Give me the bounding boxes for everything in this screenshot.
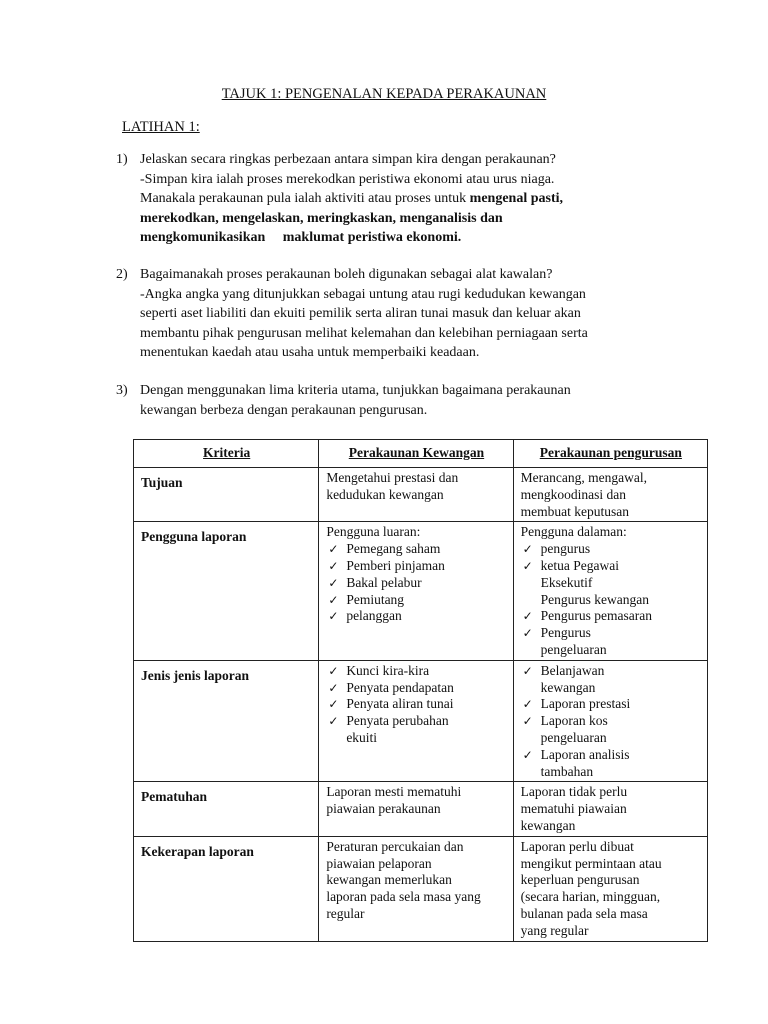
table-header-row	[134, 440, 708, 468]
cell-line: mematuhi piawaian	[520, 801, 627, 817]
cell-line: piawaian perakaunan	[326, 801, 441, 817]
cell-line: laporan pada sela masa yang	[326, 889, 481, 905]
list-item: ✓ Pemberi pinjaman	[328, 557, 445, 573]
list-item: ✓ Kunci kira-kira	[328, 662, 430, 678]
cell-line: mengikut permintaan atau	[520, 855, 662, 871]
checkmark-icon: ✓	[328, 592, 339, 607]
cell-line: kewangan	[520, 817, 576, 833]
cell-line: Pengguna dalaman:	[520, 524, 627, 540]
cell-line: Laporan perlu dibuat	[520, 838, 634, 854]
list-item: ✓ Laporan prestasi	[522, 696, 631, 712]
list-item: ✓ Penyata pendapatan	[328, 679, 454, 695]
question-text: kewangan berbeza dengan perakaunan pengurusan.	[140, 402, 428, 418]
kewangan-cell	[319, 660, 513, 782]
cell-line: Laporan tidak perlu	[520, 784, 628, 800]
list-item: ✓ pelanggan	[328, 608, 402, 624]
cell-line: Eksekutif	[540, 574, 593, 590]
list-item: ✓ Pengurus pengeluaran	[521, 625, 701, 659]
cell-line: kewangan memerlukan	[326, 872, 452, 888]
list-item: ✓ Pengurus pemasaran	[522, 608, 652, 624]
cell-line: bulanan pada sela masa	[520, 905, 648, 921]
question-number: 1)	[116, 152, 128, 167]
checkmark-icon: ✓	[328, 714, 339, 729]
cell-line: kewangan	[540, 679, 596, 695]
comparison-table	[133, 439, 708, 942]
checkmark-icon: ✓	[522, 697, 533, 712]
cell-line: mengkoodinasi dan	[520, 486, 626, 502]
header-perakaunan-kewangan: Perakaunan Kewangan	[319, 440, 513, 468]
list-item: ✓ Pemegang saham	[328, 541, 441, 557]
answer-bold-text: merekodkan, mengelaskan, meringkaskan, menganalisis dan	[140, 210, 503, 226]
list-item: ✓ pengurus	[522, 541, 591, 557]
cell-line: kedudukan kewangan	[326, 486, 444, 502]
header-perakaunan-pengurusan: Perakaunan pengurusan	[513, 440, 707, 468]
answer-line: seperti aset liabiliti dan ekuiti pemilik serta aliran tunai masuk dan keluar akan	[140, 306, 581, 321]
list-item: ✓ Bakal pelabur	[328, 574, 422, 590]
checkmark-icon: ✓	[522, 558, 533, 573]
table-row	[134, 836, 708, 941]
cell-line: Merancang, mengawal,	[520, 470, 647, 485]
checkmark-icon: ✓	[522, 609, 533, 624]
table-row	[134, 782, 708, 836]
cell-line: yang regular	[520, 922, 589, 938]
question-3	[116, 381, 636, 420]
checkmark-icon: ✓	[328, 680, 339, 695]
row-label: Pengguna laporan	[134, 522, 319, 660]
question-1	[116, 150, 636, 248]
list-item: ✓ Belanjawan kewangan	[521, 663, 701, 697]
kewangan-cell	[319, 836, 513, 941]
pengurusan-cell	[513, 660, 707, 782]
header-kriteria: Kriteria	[134, 440, 319, 468]
checkmark-icon: ✓	[328, 697, 339, 712]
table-row	[134, 468, 708, 522]
cell-line: pengeluaran	[540, 641, 607, 657]
table-row	[134, 660, 708, 782]
pengurusan-cell	[513, 836, 707, 941]
answer-bold-text: mengkomunikasikan maklumat peristiwa ekonomi.	[140, 230, 462, 245]
list-item: ✓ Pemiutang	[328, 591, 405, 607]
question-text: Jelaskan secara ringkas perbezaan antara simpan kira dengan perakaunan?	[140, 152, 556, 167]
cell-line: Pengurus kewangan	[540, 591, 649, 607]
checkmark-icon: ✓	[522, 663, 533, 678]
checkmark-icon: ✓	[328, 542, 339, 557]
cell-line: ekuiti	[346, 729, 378, 745]
row-label: Kekerapan laporan	[134, 836, 319, 941]
checkmark-icon: ✓	[522, 626, 533, 641]
exercise-heading: LATIHAN 1:	[122, 119, 200, 135]
cell-line: piawaian pelaporan	[326, 855, 432, 871]
list-item: ✓ Penyata perubahan ekuiti	[326, 713, 506, 747]
list-item: ✓ ketua Pegawai Eksekutif Pengurus kewangan	[521, 558, 701, 608]
pengurusan-cell	[513, 468, 707, 522]
cell-line: pengeluaran	[540, 729, 607, 745]
kewangan-cell	[319, 522, 513, 660]
answer-bold-text: mengenal pasti,	[469, 191, 564, 206]
cell-line: Laporan mesti mematuhi	[326, 784, 462, 800]
kewangan-cell	[319, 782, 513, 836]
kewangan-cell	[319, 468, 513, 522]
cell-line: keperluan pengurusan	[520, 872, 640, 888]
question-number: 3)	[116, 383, 128, 398]
cell-line: Peraturan percukaian dan	[326, 838, 464, 854]
checkmark-icon: ✓	[328, 575, 339, 590]
checkmark-icon: ✓	[522, 714, 533, 729]
row-label: Jenis jenis laporan	[134, 660, 319, 782]
row-label: Pematuhan	[134, 782, 319, 836]
list-item: ✓ Laporan kos pengeluaran	[521, 713, 701, 747]
cell-line: regular	[326, 905, 365, 921]
cell-line: (secara harian, mingguan,	[520, 889, 661, 905]
list-item: ✓ Laporan analisis tambahan	[521, 747, 701, 781]
pengurusan-cell	[513, 782, 707, 836]
answer-line: menentukan kaedah atau usaha untuk memperbaiki keadaan.	[140, 345, 480, 360]
cell-line: Mengetahui prestasi dan	[326, 470, 459, 485]
checkmark-icon: ✓	[522, 542, 533, 557]
answer-line: membantu pihak pengurusan melihat kelemahan dan kelebihan perniagaan serta	[140, 325, 588, 341]
checkmark-icon: ✓	[522, 747, 533, 762]
cell-line: Pengguna luaran:	[326, 524, 421, 540]
question-2	[116, 265, 636, 363]
checkmark-icon: ✓	[328, 609, 339, 624]
answer-line: -Simpan kira ialah proses merekodkan peristiwa ekonomi atau urus niaga.	[140, 171, 555, 187]
answer-line: -Angka angka yang ditunjukkan sebagai untung atau rugi kedudukan kewangan	[140, 286, 586, 302]
list-item: ✓ Penyata aliran tunai	[328, 696, 454, 712]
table-row	[134, 522, 708, 660]
row-label: Tujuan	[134, 468, 319, 522]
page-title: TAJUK 1: PENGENALAN KEPADA PERAKAUNAN	[221, 86, 547, 102]
cell-line: tambahan	[540, 763, 594, 779]
question-text: Bagaimanakah proses perakaunan boleh digunakan sebagai alat kawalan?	[140, 267, 553, 282]
pengurusan-cell	[513, 522, 707, 660]
checkmark-icon: ✓	[328, 558, 339, 573]
answer-text: Manakala perakaunan pula ialah aktiviti atau proses untuk	[140, 191, 470, 206]
cell-line: membuat keputusan	[520, 503, 629, 519]
question-text: Dengan menggunakan lima kriteria utama, tunjukkan bagaimana perakaunan	[140, 383, 571, 398]
checkmark-icon: ✓	[328, 663, 339, 678]
question-number: 2)	[116, 267, 128, 282]
answer-line	[140, 189, 636, 209]
